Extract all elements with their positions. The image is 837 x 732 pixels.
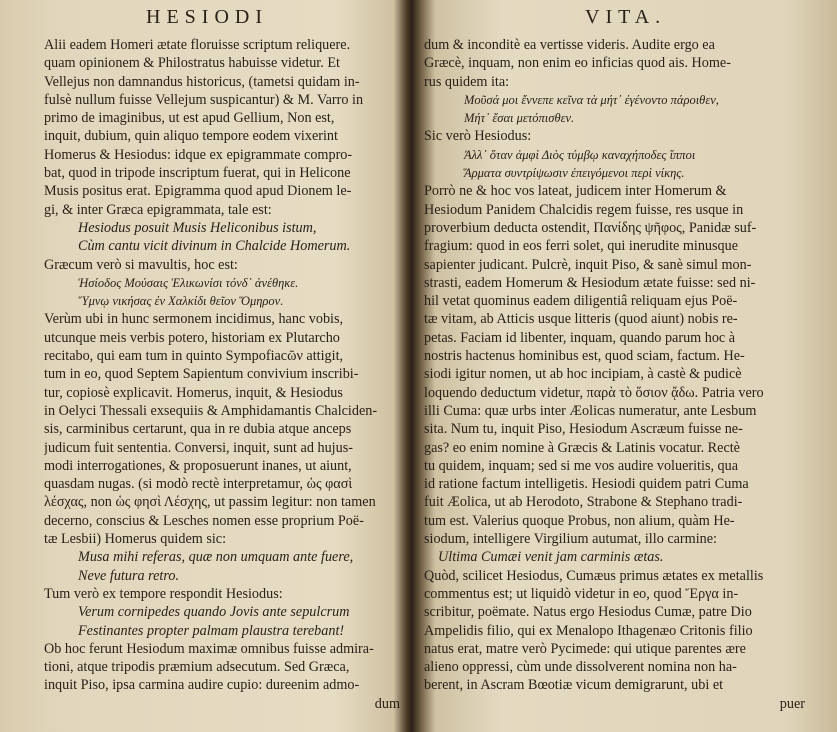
- right-text-line: proverbium deducta ostendit, Πανίδης ψῆφος, Panidæ suf-: [424, 219, 757, 236]
- left-text-line: tur, copiosè explicavit. Homerus, inquit, & Hesiodus: [44, 384, 343, 401]
- left-text-line: Ὕμνῳ νικήσας ἐν Χαλκίδι θεῖον Ὅμηρον.: [78, 294, 284, 309]
- right-text-line: siodi igitur nomen, ut ab hoc incipiam, à castè & pudicè: [424, 366, 742, 383]
- right-text-line: tum est. Valerius quoque Probus, non alium, quàm He-: [424, 512, 735, 529]
- left-text-line: recitabo, qui eam tum in quinto Sympofiacῶν attigit,: [44, 348, 344, 365]
- left-text-line: modi interrogationes, & proposuerunt inanes, ut aiunt,: [44, 457, 352, 474]
- right-text-line: Sic verò Hesiodus:: [424, 128, 532, 145]
- right-text-line: Quòd, scilicet Hesiodus, Cumæus primus ætates ex metallis: [424, 567, 764, 584]
- left-text-line: fulsè nullum fuisse Vellejum suspicantur) & M. Varro in: [44, 91, 364, 108]
- left-text-line: sis, carminibus certarunt, qua in re dubia atque anceps: [44, 421, 352, 438]
- left-running-head: HESIODI: [146, 6, 268, 28]
- left-text-line: Verum cornipedes quando Jovis ante sepulcrum: [78, 604, 350, 621]
- left-text-line: Cùm cantu vicit divinum in Chalcide Homerum.: [78, 238, 351, 255]
- right-text-line: dum & inconditè ea vertisse videris. Audite ergo ea: [424, 37, 715, 53]
- left-text-line: Ἡσίοδος Μούσαις Ἑλικωνίσι τόνδ᾽ ἀνέθηκε.: [78, 275, 299, 290]
- right-text-line: Porrò ne & hoc vos lateat, judicem inter Homerum &: [424, 183, 727, 200]
- right-text-line: sapienter judicant. Pulcrè, inquit Piso, & sanè simul mon-: [424, 256, 752, 273]
- right-text-line: Ἀλλ᾽ ὅταν ἀμφὶ Διὸς τύμβῳ καναχήποδες ἵπποι: [464, 147, 696, 162]
- left-text-line: decerno, conscius & Lesches nomen esse proprium Poë-: [44, 512, 364, 529]
- right-text-line: Ἅρματα συντρίψωσιν ἐπειγόμενοι περὶ νίκης.: [464, 166, 685, 181]
- left-text-line: Alii eadem Homeri ætate floruisse scriptum reliquere.: [44, 37, 351, 53]
- right-text-line: nostris hactenus hominibus est, quod sciam, factum. He-: [424, 348, 745, 365]
- left-text-line: Tum verò ex tempore respondit Hesiodus:: [44, 585, 283, 602]
- right-text-line: natus erat, matre verò Pycimede: qui utique parentes ære: [424, 640, 746, 657]
- left-text-line: Verùm ubi in hunc sermonem incidimus, hanc vobis,: [44, 311, 344, 328]
- right-text-line: Græcè, inquam, non enim eo inficias quod ais. Home-: [424, 55, 731, 72]
- left-text-line: bat, quod in tripode inscriptum fuerat, qui in Helicone: [44, 165, 351, 182]
- left-text-line: in Oelyci Thessali exsequiis & Amphidamantis Chalciden-: [44, 402, 378, 419]
- right-text-line: gas? eo enim nomine à Græcis & Latinis vocatur. Rectè: [424, 439, 740, 456]
- left-text-line: Musis positus erat. Epigramma quod apud Dionem le-: [44, 183, 352, 200]
- left-catchword: dum: [374, 695, 400, 712]
- left-text-line: gi, & inter Græca epigrammata, tale est:: [44, 201, 272, 218]
- right-text-line: Μοῦσά μοι ἔννεπε κεῖνα τὰ μήτ᾽ ἐγένοντο πάροιθεν,: [464, 92, 719, 107]
- left-text-line: Musa mihi referas, quæ non umquam ante fuere,: [78, 549, 354, 566]
- right-text-line: Ampelidis filio, qui ex Menalopo Ithagenæo Critonis filio: [424, 622, 753, 639]
- right-text-line: commentus est; ut liquidò videtur in eo, quod Ἔργα in-: [424, 585, 739, 602]
- right-text-line: fuit Æolica, ut ab Herodoto, Strabone & Stephano tradi-: [424, 494, 743, 511]
- right-text-line: siodum, intelligere Virgilium autumat, illo carmine:: [424, 531, 717, 548]
- left-text-line: judicum fuit sententia. Conversi, inquit, sunt ad hujus-: [44, 439, 353, 456]
- left-text-line: inquit Piso, ipsa carmina audire cupio: dureenim admo-: [44, 677, 360, 694]
- left-text-block: [44, 36, 402, 713]
- right-catchword: puer: [779, 695, 805, 712]
- right-text-line: loquendo deductum videtur, παρὰ τὸ ὅσιον ᾄδω. Patria vero: [424, 384, 764, 401]
- left-text-line: Vellejus non damnandus historicus, (tametsi quidam in-: [44, 73, 360, 90]
- right-text-line: rus quidem ita:: [424, 73, 510, 90]
- right-text-line: strasti, eadem Homerum & Hesiodum ætate fuisse: sed ni-: [424, 274, 756, 291]
- left-text-line: Ob hoc ferunt Hesiodum maximæ omnibus fuisse admira-: [44, 640, 374, 657]
- left-text-line: quam opinionem & Philostratus habuisse videtur. Et: [44, 55, 340, 72]
- right-text-block: [424, 36, 807, 713]
- right-page: [420, 0, 837, 732]
- left-text-line: utcunque meis verbis potero, historiam ex Plutarcho: [44, 329, 340, 346]
- right-text-line: Μήτ᾽ ἔσαι μετόπισθεν.: [464, 111, 575, 126]
- left-text-line: Hesiodus posuit Musis Heliconibus istum,: [78, 219, 317, 236]
- left-text-line: tæ Lesbii) Homerus quidem sic:: [44, 531, 227, 548]
- left-text-line: Neve futura retro.: [78, 567, 180, 584]
- left-text-line: Homerus & Hesiodus: idque ex epigrammate compro-: [44, 146, 353, 163]
- right-text-line: alieno oppressi, cùm unde dissolverent nomina non ha-: [424, 659, 737, 676]
- left-text-line: Festinantes propter palmam plaustra terebant!: [78, 622, 345, 639]
- left-page: [0, 0, 405, 732]
- right-text-line: Ultima Cumæi venit jam carminis ætas.: [438, 549, 664, 566]
- right-text-line: Hesiodum Panidem Chalcidis regem fuisse, res usque in: [424, 201, 744, 218]
- right-running-head: VITA.: [585, 6, 667, 28]
- left-text-line: primo de imaginibus, ut est apud Gellium, Non est,: [44, 110, 335, 127]
- right-text-line: berent, in Ascram Bœotiæ vicum demigrarunt, ubi et: [424, 677, 724, 694]
- left-text-line: inquit, dubium, quin aliquo tempore eodem vixerint: [44, 128, 338, 145]
- right-text-line: tæ vitam, ab Atticis usque litteris (quod aiunt) nobis re-: [424, 311, 738, 328]
- right-text-line: hil vetat quominus eadem diligentiâ reliquam ejus Poë-: [424, 293, 738, 310]
- left-text-line: tum in eo, quod Septem Sapientum convivium inscribi-: [44, 366, 359, 383]
- left-text-line: quasdam nugas. (si modò rectè interpretamur, ὡς φασὶ: [44, 476, 353, 493]
- right-text-line: petas. Faciam id libenter, inquam, quando parum hoc à: [424, 329, 736, 346]
- right-text-line: fragium: quod in eos ferri solet, qui inerudite minusque: [424, 238, 739, 255]
- right-text-line: id ratione factum intelligetis. Hesiodi quidem patri Cuma: [424, 476, 749, 493]
- right-text-line: tu quidem, inquam; sed si me vos audire volueritis, qua: [424, 457, 739, 474]
- right-text-line: sita. Num tu, inquit Piso, Hesiodum Ascræum fuisse ne-: [424, 421, 743, 438]
- left-text-line: Græcum verò si mavultis, hoc est:: [44, 256, 238, 273]
- right-text-line: illi Cuma: quæ urbs inter Æolicas numeratur, ante Lesbum: [424, 402, 757, 419]
- right-text-line: scribitur, poëmate. Natus ergo Hesiodus Cumæ, patre Dio: [424, 604, 752, 621]
- left-text-line: λέσχας, non ὡς φησὶ Λέσχης, ut passim legitur: non tamen: [44, 494, 376, 511]
- left-text-line: tioni, atque tripodis præmium adsecutum. Sed Græca,: [44, 659, 350, 676]
